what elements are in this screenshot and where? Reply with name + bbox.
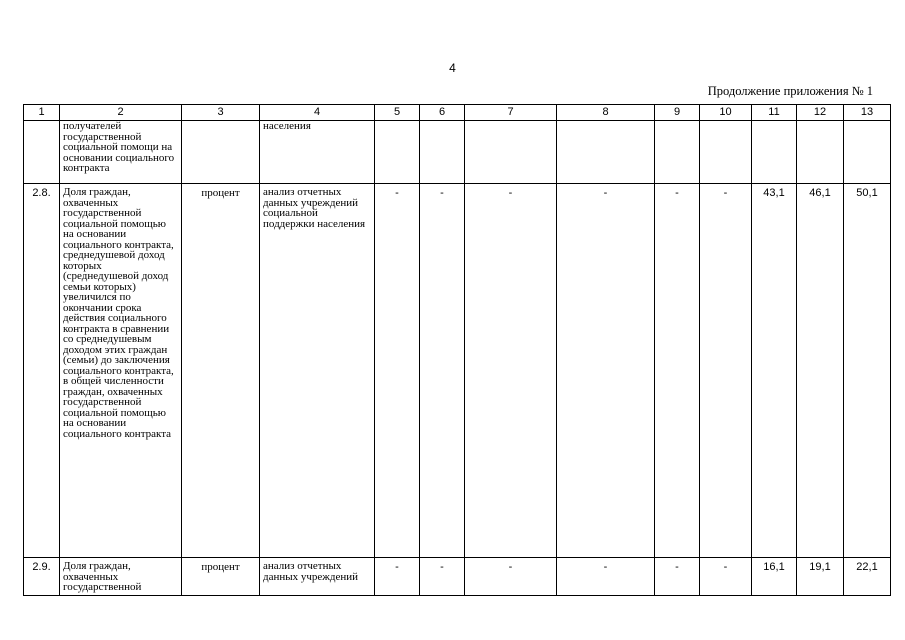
value-cell: -	[655, 558, 700, 596]
value-cell	[655, 121, 700, 184]
value-cell	[465, 121, 557, 184]
value-cell: -	[420, 558, 465, 596]
table-row	[24, 121, 891, 184]
value-cell: -	[655, 184, 700, 558]
value-cell: 50,1	[844, 184, 891, 558]
source-cell: анализ отчетных данных учреждений	[260, 558, 375, 596]
header-cell: 7	[465, 105, 557, 121]
page-number: 4	[449, 61, 456, 75]
value-cell: 43,1	[752, 184, 797, 558]
indicator-name: Доля граждан, охваченных государственной	[60, 558, 182, 596]
value-cell: 16,1	[752, 558, 797, 596]
row-number: 2.9.	[24, 558, 60, 596]
header-cell: 12	[797, 105, 844, 121]
header-cell: 8	[557, 105, 655, 121]
value-cell	[375, 121, 420, 184]
indicators-table	[23, 104, 891, 596]
value-cell: -	[420, 184, 465, 558]
value-cell	[844, 121, 891, 184]
value-cell: -	[700, 184, 752, 558]
unit-cell	[182, 121, 260, 184]
table-row	[24, 558, 891, 596]
header-cell: 5	[375, 105, 420, 121]
source-cell: населения	[260, 121, 375, 184]
value-cell: 46,1	[797, 184, 844, 558]
value-cell: 22,1	[844, 558, 891, 596]
header-cell: 6	[420, 105, 465, 121]
header-row	[24, 105, 891, 121]
table-row	[24, 184, 891, 558]
header-cell: 10	[700, 105, 752, 121]
row-number	[24, 121, 60, 184]
value-cell: -	[465, 558, 557, 596]
row-number: 2.8.	[24, 184, 60, 558]
value-cell	[557, 121, 655, 184]
value-cell	[797, 121, 844, 184]
appendix-caption: Продолжение приложения № 1	[707, 84, 873, 98]
header-cell: 3	[182, 105, 260, 121]
value-cell: -	[557, 558, 655, 596]
unit-cell: процент	[182, 184, 260, 558]
indicator-name: получателей государственной социальной помощи на основании социального контракта	[60, 121, 182, 184]
header-cell: 13	[844, 105, 891, 121]
header-cell: 1	[24, 105, 60, 121]
value-cell: -	[375, 558, 420, 596]
source-cell: анализ отчетных данных учреждений социальной поддержки населения	[260, 184, 375, 558]
value-cell	[700, 121, 752, 184]
value-cell	[420, 121, 465, 184]
header-cell: 2	[60, 105, 182, 121]
value-cell: -	[465, 184, 557, 558]
value-cell	[752, 121, 797, 184]
indicator-name: Доля граждан, охваченных государственной социальной помощью на основании социального контракта, среднедушевой доход которых (среднедушевой доход семьи которых) увеличился по окончании срока действия социального контракта в сравнении со среднедушевым доходом этих граждан (семьи) до заключения социального контракта, в общей численности граждан, охваченных государственной социальной помощью на основании социального контракта	[60, 184, 182, 558]
unit-cell: процент	[182, 558, 260, 596]
value-cell: -	[557, 184, 655, 558]
header-cell: 11	[752, 105, 797, 121]
header-cell: 9	[655, 105, 700, 121]
value-cell: 19,1	[797, 558, 844, 596]
value-cell: -	[375, 184, 420, 558]
value-cell: -	[700, 558, 752, 596]
header-cell: 4	[260, 105, 375, 121]
